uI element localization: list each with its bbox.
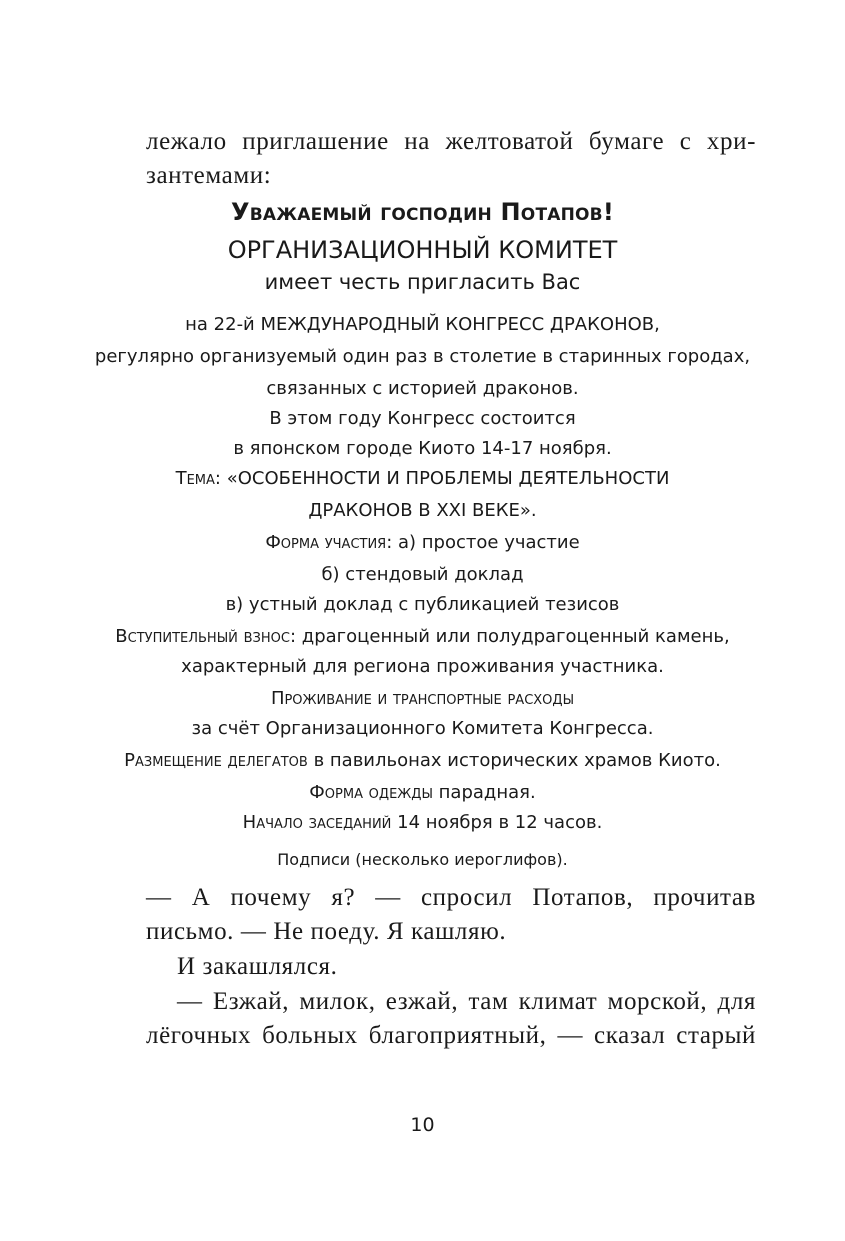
dialogue-p1-line-2: письмо. — Не поеду. Я кашляю. [146, 918, 507, 945]
invitation-living-label: Проживание и транспортные расходы [270, 688, 575, 709]
dialogue-p3-line-2: лёгочных больных благоприятный, — сказал старый [146, 1022, 756, 1049]
invitation-dress-line [0, 782, 845, 803]
invitation-topic-line-1 [0, 468, 845, 489]
invitation-topic-line-2: ДРАКОНОВ В XXI ВЕКЕ». [308, 500, 537, 521]
invitation-committee: ОРГАНИЗАЦИОННЫЙ КОМИТЕТ [227, 236, 618, 264]
invitation-start-line [0, 812, 845, 833]
fee-value: драгоценный или полудрагоценный камень, [301, 626, 730, 647]
placement-value: в павильонах исторических храмов Киото. [313, 750, 721, 771]
dialogue-p3-line-1: — Езжай, милок, езжай, там климат морской, для [177, 988, 756, 1015]
invitation-regular: регулярно организуемый один раз в столетие в старинных городах, [94, 346, 751, 367]
placement-label: Размещение делегатов [124, 750, 308, 771]
start-label: Начало заседаний [242, 812, 392, 833]
invitation-fee-value-2: характерный для региона проживания участника. [181, 656, 664, 677]
intro-line-1: лежало приглашение на желтоватой бумаге с хри- [146, 128, 756, 155]
invitation-fee-line [0, 626, 845, 647]
invitation-placement-line [0, 750, 845, 771]
topic-text: «ОСОБЕННОСТИ И ПРОБЛЕМЫ ДЕЯТЕЛЬНОСТИ [226, 468, 670, 489]
fee-label: Вступительный взнос: [115, 626, 297, 647]
invitation-honor: имеет честь пригласить Вас [264, 270, 581, 294]
intro-line-2: зантемами: [146, 162, 272, 189]
dialogue-p2: И закашлялся. [177, 953, 338, 980]
form-label: Форма участия: [265, 532, 393, 553]
invitation-signatures: Подписи (несколько иероглифов). [277, 850, 568, 869]
dialogue-p1-line-1: — А почему я? — спросил Потапов, прочитав [146, 884, 756, 911]
invitation-congress: на 22-й МЕЖДУНАРОДНЫЙ КОНГРЕСС ДРАКОНОВ, [185, 314, 660, 335]
dress-value: парадная. [438, 782, 536, 803]
page-number: 10 [410, 1114, 435, 1136]
invitation-related: связанных с историей драконов. [266, 378, 579, 399]
invitation-this-year: В этом году Конгресс состоится [269, 408, 576, 429]
invitation-form-line [0, 532, 845, 553]
invitation-form-option-c: в) устный доклад с публикацией тезисов [225, 594, 620, 615]
start-value: 14 ноября в 12 часов. [397, 812, 603, 833]
invitation-living-value: за счёт Организационного Комитета Конгресса. [191, 718, 654, 739]
invitation-form-option-b: б) стендовый доклад [321, 564, 524, 585]
form-option-a: а) простое участие [398, 532, 580, 553]
invitation-greeting: Уважаемый господин Потапов! [231, 198, 614, 226]
invitation-city: в японском городе Киото 14-17 ноября. [233, 438, 612, 459]
topic-label: Тема: [175, 468, 221, 489]
dress-label: Форма одежды [309, 782, 433, 803]
